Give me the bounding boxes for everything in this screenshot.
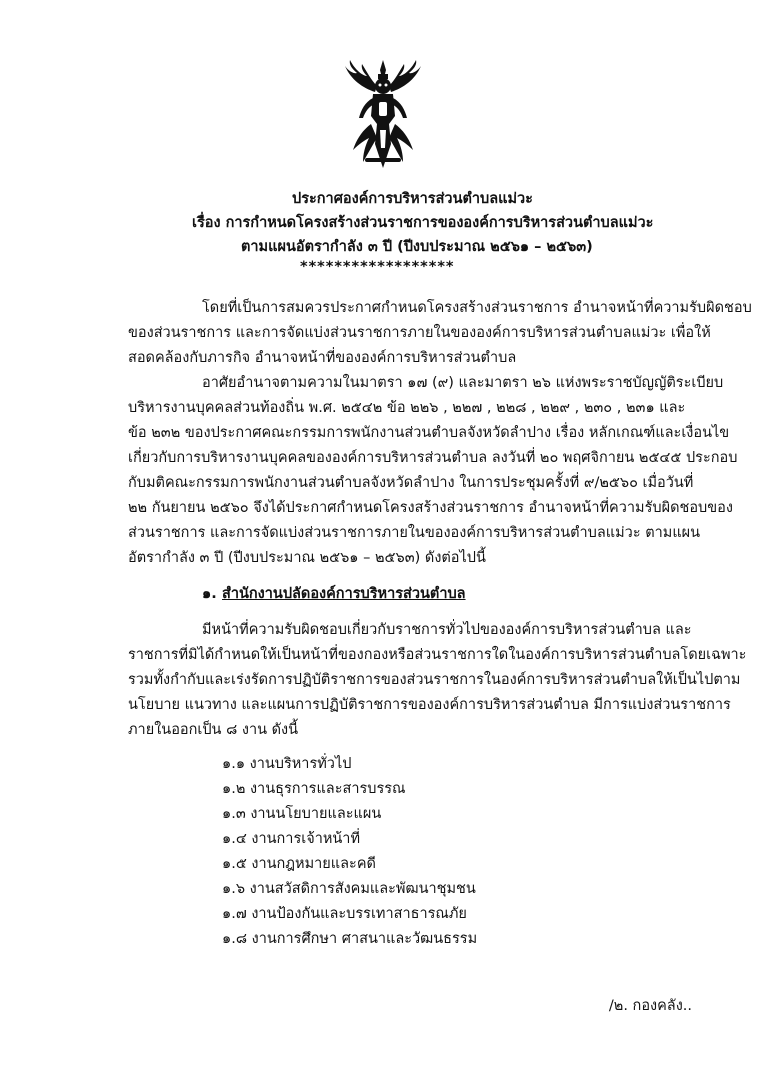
paragraph-line: อัตรากำลัง ๓ ปี (ปีงบประมาณ ๒๕๖๑ – ๒๕๖๓) ดังต่อไปนี้ <box>128 550 486 566</box>
paragraph-line: โดยที่เป็นการสมควรประกาศกำหนดโครงสร้างส่วนราชการ อำนาจหน้าที่ความรับผิดชอบ <box>202 300 752 316</box>
announcement-title: ประกาศองค์การบริหารส่วนตำบลแม่วะ <box>292 191 533 207</box>
section-heading: สำนักงานปลัดองค์การบริหารส่วนตำบล <box>222 586 466 602</box>
paragraph-line: รวมทั้งกำกับและเร่งรัดการปฏิบัติราชการของส่วนราชการในองค์การบริหารส่วนตำบลให้เป็นไปตาม <box>128 672 741 688</box>
list-item: ๑.๕ งานกฎหมายและคดี <box>222 856 376 872</box>
list-item: ๑.๗ งานป้องกันและบรรเทาสาธารณภัย <box>222 906 467 922</box>
paragraph-line: สอดคล้องกับภารกิจ อำนาจหน้าที่ขององค์การบริหารส่วนตำบล <box>128 350 517 366</box>
paragraph-line: ภายในออกเป็น ๘ งาน ดังนี้ <box>128 722 299 738</box>
list-item: ๑.๑ งานบริหารทั่วไป <box>222 756 352 772</box>
paragraph-line: บริหารงานบุคคลส่วนท้องถิ่น พ.ศ. ๒๕๔๒ ข้อ ๒๒๖ , ๒๒๗ , ๒๒๘ , ๒๒๙ , ๒๓๐ , ๒๓๑ และ <box>128 400 686 416</box>
paragraph-line: ส่วนราชการ และการจัดแบ่งส่วนราชการภายในขององค์การบริหารส่วนตำบลแม่วะ ตามแผน <box>128 525 701 541</box>
list-item: ๑.๒ งานธุรการและสารบรรณ <box>222 781 406 797</box>
paragraph-line: มีหน้าที่ความรับผิดชอบเกี่ยวกับราชการทั่วไปขององค์การบริหารส่วนตำบล และ <box>202 622 692 638</box>
paragraph-line: อาศัยอำนาจตามความในมาตรา ๑๗ (๙) และมาตรา ๒๖ แห่งพระราชบัญญัติระเบียบ <box>202 375 724 391</box>
announcement-plan-period: ตามแผนอัตรากำลัง ๓ ปี (ปีงบประมาณ ๒๕๖๑ – ๒๕๖๓) <box>241 239 593 255</box>
section-number: ๑. <box>202 586 217 602</box>
announcement-subject: เรื่อง การกำหนดโครงสร้างส่วนราชการขององค์การบริหารส่วนตำบลแม่วะ <box>192 215 654 231</box>
paragraph-line: ๒๒ กันยายน ๒๕๖๐ จึงได้ประกาศกำหนดโครงสร้างส่วนราชการ อำนาจหน้าที่ความรับผิดชอบของ <box>128 500 733 516</box>
list-item: ๑.๖ งานสวัสดิการสังคมและพัฒนาชุมชน <box>222 881 476 897</box>
continuation-note: /๒. กองคลัง.. <box>608 998 692 1014</box>
paragraph-line: เกี่ยวกับการบริหารงานบุคคลขององค์การบริหารส่วนตำบล ลงวันที่ ๒๐ พฤศจิกายน ๒๕๔๕ ประกอบ <box>128 450 738 466</box>
paragraph-line: ราชการที่มิได้กำหนดให้เป็นหน้าที่ของกองหรือส่วนราชการใดในองค์การบริหารส่วนตำบลโดยเฉพาะ <box>128 647 747 663</box>
paragraph-line: กับมติคณะกรรมการพนักงานส่วนตำบลจังหวัดลำปาง ในการประชุมครั้งที่ ๙/๒๕๖๐ เมื่อวันที่ <box>128 475 694 491</box>
garuda-emblem-icon <box>341 58 425 170</box>
list-item: ๑.๓ งานนโยบายและแผน <box>222 806 382 822</box>
separator-stars: ****************** <box>300 259 455 275</box>
list-item: ๑.๘ งานการศึกษา ศาสนาและวัฒนธรรม <box>222 931 478 947</box>
paragraph-line: ของส่วนราชการ และการจัดแบ่งส่วนราชการภายในขององค์การบริหารส่วนตำบลแม่วะ เพื่อให้ <box>128 325 711 341</box>
list-item: ๑.๔ งานการเจ้าหน้าที่ <box>222 831 361 847</box>
paragraph-line: นโยบาย แนวทาง และแผนการปฏิบัติราชการขององค์การบริหารส่วนตำบล มีการแบ่งส่วนราชการ <box>128 697 731 713</box>
paragraph-line: ข้อ ๒๓๒ ของประกาศคณะกรรมการพนักงานส่วนตำบลจังหวัดลำปาง เรื่อง หลักเกณฑ์และเงื่อนไข <box>128 425 730 441</box>
